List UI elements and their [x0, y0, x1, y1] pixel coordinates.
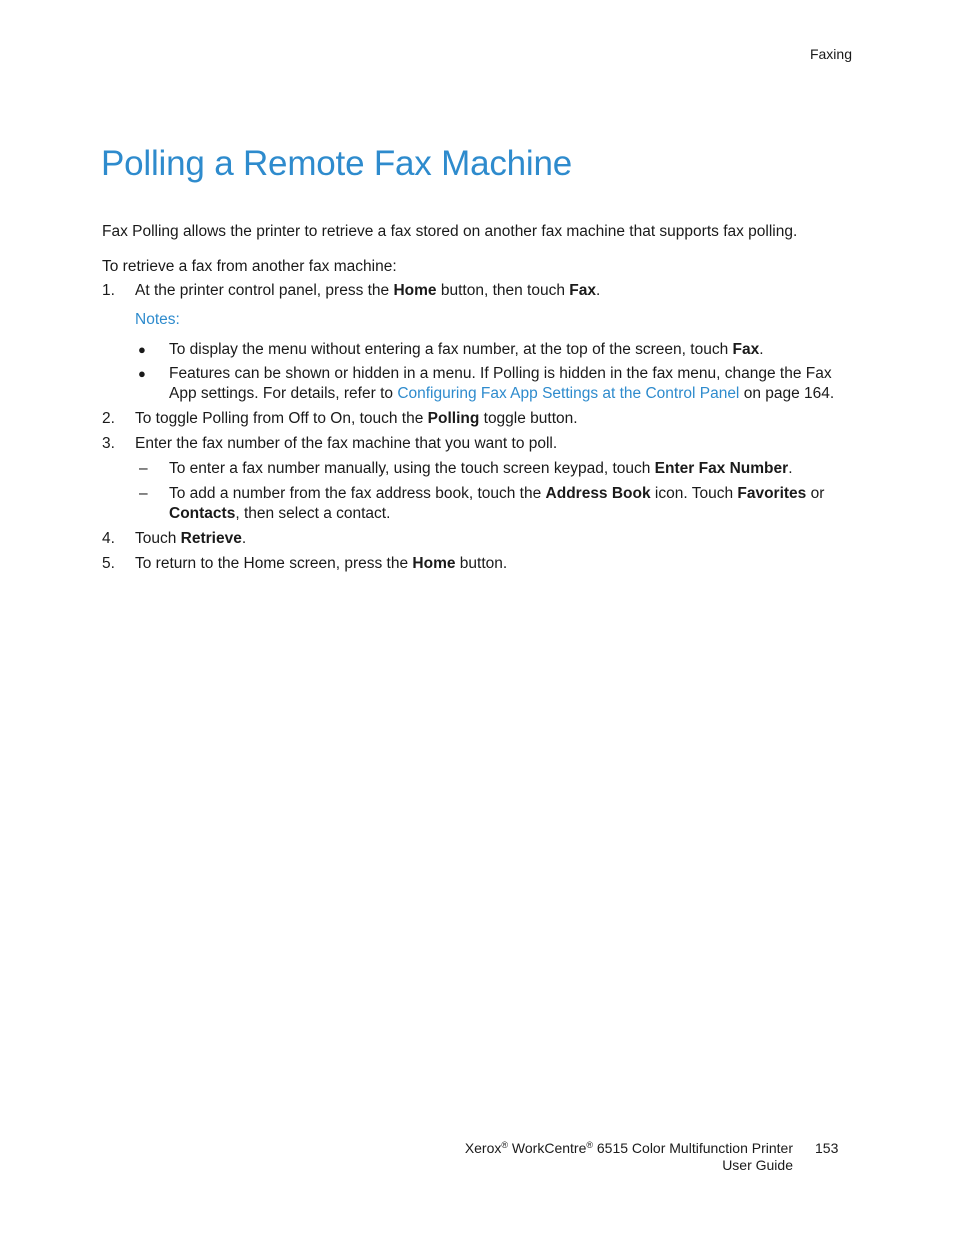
- step-number: 1.: [102, 282, 115, 299]
- ui-term-fax: Fax: [569, 282, 596, 299]
- note-item: ● Features can be shown or hidden in a menu. If Polling is hidden in the fax menu, change the Fax App settings. For details, refer to Configuring Fax App Settings at the Control Panel on page 164.: [138, 365, 835, 402]
- ui-term-home: Home: [412, 555, 456, 572]
- page-title: Polling a Remote Fax Machine: [101, 144, 573, 183]
- note-item: ● To display the menu without entering a fax number, at the top of the screen, touch Fax.: [138, 341, 764, 358]
- ui-term-enter-fax-number: Enter Fax Number: [654, 460, 789, 477]
- ui-term-fax: Fax: [732, 341, 760, 358]
- footer-product-info: [465, 1140, 793, 1174]
- dash-icon: –: [139, 485, 148, 502]
- page-number: 153: [815, 1140, 839, 1156]
- cross-reference-link[interactable]: Configuring Fax App Settings at the Control Panel: [397, 385, 740, 402]
- substep-item: – To enter a fax number manually, using the touch screen keypad, touch Enter Fax Number.: [139, 460, 793, 477]
- substep-item: – To add a number from the fax address book, touch the Address Book icon. Touch Favorites or Contacts, then select a contact.: [139, 485, 825, 522]
- main-content: [102, 222, 847, 579]
- substep-list: [102, 459, 847, 524]
- intro-paragraph: Fax Polling allows the printer to retrieve a fax stored on another fax machine that supports fax polling.: [102, 223, 798, 240]
- step-number: 2.: [102, 410, 115, 427]
- dash-icon: –: [139, 460, 148, 477]
- step-3: 3. Enter the fax number of the fax machine that you want to poll.: [102, 435, 558, 452]
- procedure-lead: To retrieve a fax from another fax machine:: [102, 258, 397, 275]
- step-number: 4.: [102, 530, 115, 547]
- bullet-icon: ●: [138, 342, 146, 357]
- running-header-section: Faxing: [809, 46, 852, 62]
- ui-term-address-book: Address Book: [545, 485, 651, 502]
- step-5: 5. To return to the Home screen, press the Home button.: [102, 555, 508, 572]
- step-4: 4. Touch Retrieve.: [102, 530, 247, 547]
- ui-term-contacts: Contacts: [169, 505, 236, 522]
- ui-term-home: Home: [393, 282, 437, 299]
- ui-term-retrieve: Retrieve: [180, 530, 242, 547]
- notes-list: [102, 340, 847, 404]
- footer-doc-title: User Guide: [722, 1157, 793, 1173]
- ui-term-favorites: Favorites: [737, 485, 807, 502]
- ui-term-polling: Polling: [427, 410, 480, 427]
- step-2: 2. To toggle Polling from Off to On, touch the Polling toggle button.: [102, 410, 578, 427]
- step-number: 5.: [102, 555, 115, 572]
- step-1: 1. At the printer control panel, press the Home button, then touch Fax.: [102, 282, 601, 299]
- step-number: 3.: [102, 435, 115, 452]
- bullet-icon: ●: [138, 366, 146, 381]
- notes-label: Notes:: [135, 311, 180, 328]
- footer-product-line: Xerox® WorkCentre® 6515 Color Multifunction Printer: [464, 1140, 793, 1156]
